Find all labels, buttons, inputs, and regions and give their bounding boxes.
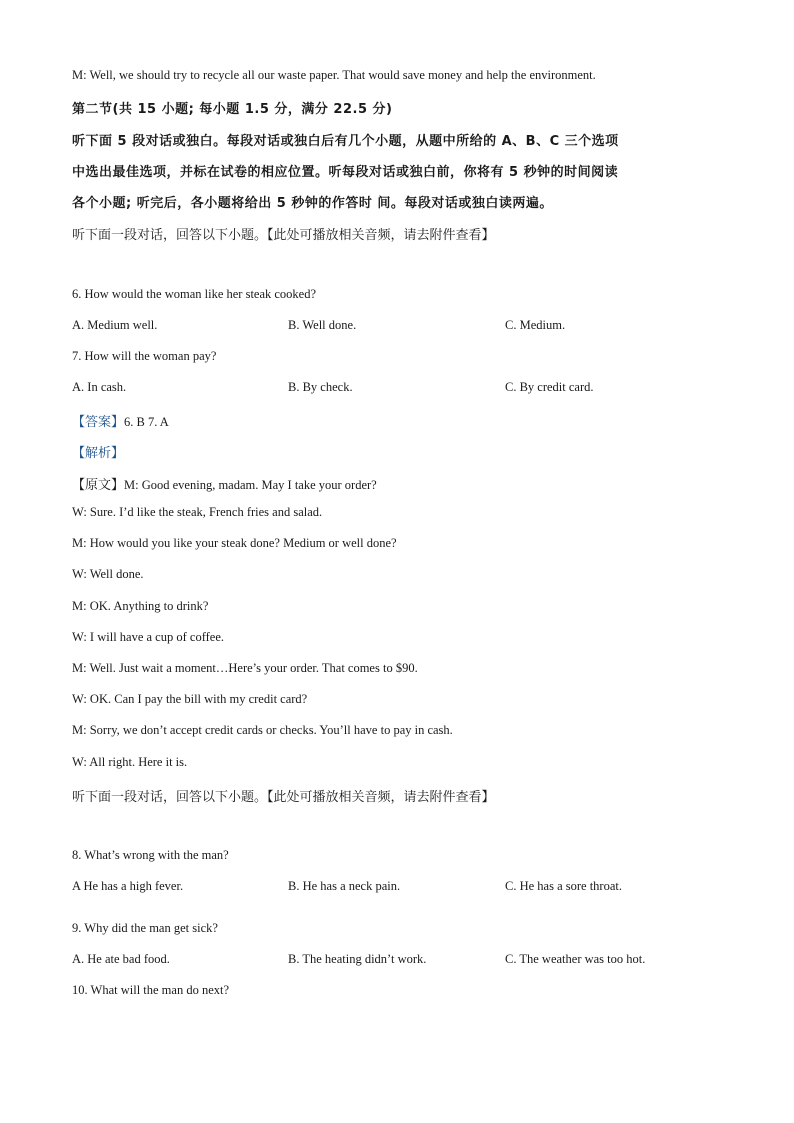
question-10: 10. What will the man do next? [72,983,230,997]
transcript-line: M: Well. Just wait a moment…Here’s your order. That comes to $90. [72,661,418,675]
question-6: 6. How would the woman like her steak cooked? [72,287,317,301]
q7-option-b: B. By check. [288,380,353,394]
analysis-label: 【解析】 [72,446,125,461]
transcript-line: M: OK. Anything to drink? [72,599,209,613]
q7-option-a: A. In cash. [72,380,127,394]
intro-line: M: Well, we should try to recycle all our waste paper. That would save money and help the environment. [72,68,596,82]
question-9: 9. Why did the man get sick? [72,921,218,935]
q9-option-c: C. The weather was too hot. [505,952,646,966]
q9-option-b: B. The heating didn’t work. [288,952,427,966]
transcript-line: W: I will have a cup of coffee. [72,630,225,644]
transcript-line: M: How would you like your steak done? Medium or well done? [72,536,397,550]
instruction-line-1: 听下面 5 段对话或独白。每段对话或独白后有几个小题，从题中所给的 A、B、C 三个选项 [72,134,619,149]
q8-option-b: B. He has a neck pain. [288,879,401,893]
question-8: 8. What’s wrong with the man? [72,848,229,862]
transcript-line: W: All right. Here it is. [72,755,188,769]
q8-option-a: A He has a high fever. [72,879,184,893]
instruction-line-2: 中选出最佳选项，并标在试卷的相应位置。听每段对话或独白前，你将有 5 秒钟的时间阅读 [72,165,619,180]
q6-option-c: C. Medium. [505,318,566,332]
transcript-line [72,474,377,493]
transcript-label: 【原文】 [72,478,125,493]
audio-prompt: 听下面一段对话，回答以下小题。【此处可播放相关音频，请去附件查看】 [72,790,495,805]
transcript-line: W: OK. Can I pay the bill with my credit card? [72,692,308,706]
q6-option-b: B. Well done. [288,318,357,332]
q9-option-a: A. He ate bad food. [72,952,170,966]
transcript-line: W: Well done. [72,567,144,581]
q7-option-c: C. By credit card. [505,380,594,394]
question-7: 7. How will the woman pay? [72,349,217,363]
transcript-line: W: Sure. I’d like the steak, French fries and salad. [72,505,323,519]
answer-line [72,411,169,430]
answer-label: 【答案】 [72,415,125,430]
instruction-line-3: 各个小题; 听完后，各小题将给出 5 秒钟的作答时 间。每段对话或独白读两遍。 [72,196,553,211]
audio-prompt: 听下面一段对话，回答以下小题。【此处可播放相关音频，请去附件查看】 [72,228,495,243]
transcript-line-1: M: Good evening, madam. May I take your order? [124,478,377,492]
answer-text: 6. B 7. A [124,415,169,429]
q8-option-c: C. He has a sore throat. [505,879,622,893]
q6-option-a: A. Medium well. [72,318,158,332]
section-heading: 第二节(共 15 小题; 每小题 1.5 分，满分 22.5 分) [72,102,393,117]
transcript-line: M: Sorry, we don’t accept credit cards or checks. You’ll have to pay in cash. [72,723,453,737]
